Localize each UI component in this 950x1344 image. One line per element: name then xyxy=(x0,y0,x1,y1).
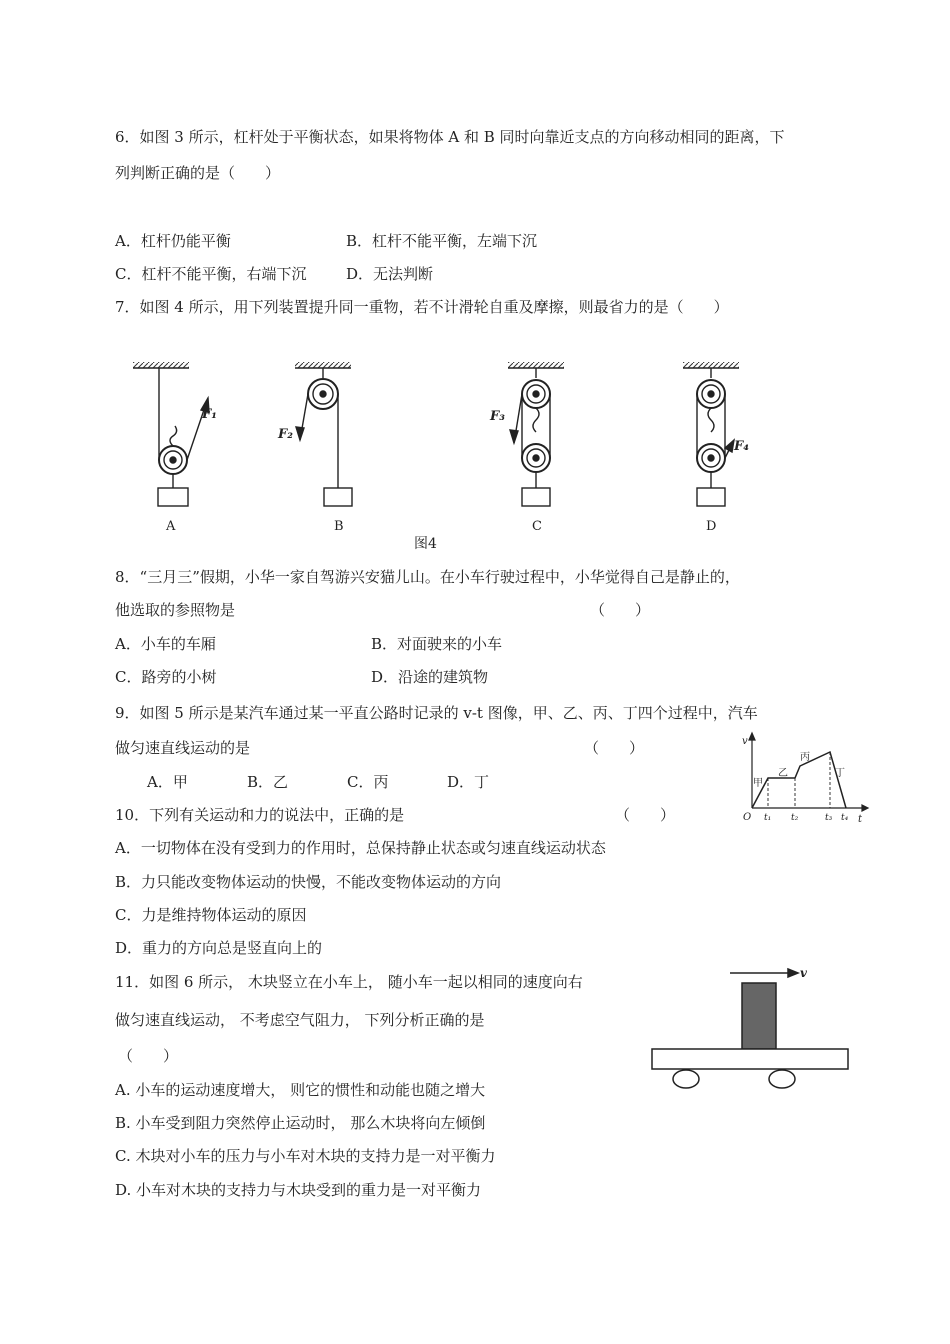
graph-tick-t3: t₃ xyxy=(825,813,833,823)
q10-answer-paren: （ ） xyxy=(615,806,676,824)
q9-option-b: B．乙 xyxy=(247,773,289,791)
q8-answer-paren: （ ） xyxy=(590,601,651,619)
force-label-f2: F₂ xyxy=(278,427,293,442)
q10-option-a: A．一切物体在没有受到力的作用时，总保持静止状态或匀速直线运动状态 xyxy=(115,839,606,857)
q10-option-b: B．力只能改变物体运动的快慢，不能改变物体运动的方向 xyxy=(115,873,502,891)
q11-option-d: D. 小车对木块的支持力与木块受到的重力是一对平衡力 xyxy=(115,1181,482,1199)
force-label-f1: F₁ xyxy=(202,407,217,422)
q6-option-d: D．无法判断 xyxy=(346,265,434,283)
q6-stem-line1: 6．如图 3 所示，杠杆处于平衡状态，如果将物体 A 和 B 同时向靠近支点的方向移动相同的距离，下 xyxy=(115,128,785,146)
graph-tick-t1: t₁ xyxy=(764,813,772,823)
figure4-caption: 图4 xyxy=(414,536,437,552)
q10-option-c: C．力是维持物体运动的原因 xyxy=(115,906,307,924)
q8-option-d: D．沿途的建筑物 xyxy=(371,668,489,686)
q6-stem-line2: 列判断正确的是（ ） xyxy=(115,164,281,182)
q11-option-c: C. 木块对小车的压力与小车对木块的支持力是一对平衡力 xyxy=(115,1147,496,1165)
q8-stem-line1: 8．“三月三”假期，小华一家自驾游兴安猫儿山。在小车行驶过程中，小华觉得自己是静止的， xyxy=(115,568,740,586)
graph-tick-t2: t₂ xyxy=(791,813,799,823)
q10-option-d: D．重力的方向总是竖直向上的 xyxy=(115,939,323,957)
setup-label-c: C xyxy=(532,519,542,534)
q8-stem-line2: 他选取的参照物是 xyxy=(115,601,236,619)
q8-option-a: A．小车的车厢 xyxy=(115,635,216,653)
q11-stem-line1: 11．如图 6 所示， 木块竖立在小车上， 随小车一起以相同的速度向右 xyxy=(115,973,583,991)
q6-option-b: B．杠杆不能平衡，左端下沉 xyxy=(346,232,538,250)
q9-option-d: D．丁 xyxy=(447,773,490,791)
vt-graph xyxy=(740,730,870,825)
pulley-setup-b xyxy=(295,362,352,506)
setup-label-a: A xyxy=(166,519,176,534)
pulley-setup-c xyxy=(508,362,564,506)
setup-label-d: D xyxy=(706,519,717,534)
cart-figure xyxy=(648,965,853,1095)
graph-origin-label: O xyxy=(743,812,752,823)
q9-option-a: A．甲 xyxy=(147,773,188,791)
graph-stage-jia: 甲 xyxy=(753,778,763,789)
q9-answer-paren: （ ） xyxy=(584,739,645,757)
graph-stage-bing: 丙 xyxy=(800,752,810,763)
graph-stage-yi: 乙 xyxy=(778,768,788,779)
q7-stem: 7．如图 4 所示，用下列装置提升同一重物，若不计滑轮自重及摩擦，则最省力的是（ ） xyxy=(115,298,729,316)
pulley-setup-a xyxy=(133,362,209,506)
force-label-f4: F₄ xyxy=(734,439,749,454)
q6-option-a: A．杠杆仍能平衡 xyxy=(115,232,231,250)
graph-tick-t4: t₄ xyxy=(841,813,849,823)
q8-option-c: C．路旁的小树 xyxy=(115,668,217,686)
q11-option-b: B. 小车受到阻力突然停止运动时， 那么木块将向左倾倒 xyxy=(115,1114,486,1132)
q6-option-c: C．杠杆不能平衡，右端下沉 xyxy=(115,265,307,283)
graph-x-axis-label: t xyxy=(858,814,863,825)
force-label-f3: F₃ xyxy=(490,409,505,424)
q9-option-c: C．丙 xyxy=(347,773,389,791)
graph-stage-ding: 丁 xyxy=(835,768,845,779)
velocity-label: v xyxy=(800,966,807,980)
q8-option-b: B．对面驶来的小车 xyxy=(371,635,503,653)
graph-y-axis-label: v xyxy=(742,736,748,747)
q11-option-a: A. 小车的运动速度增大， 则它的惯性和动能也随之增大 xyxy=(115,1081,486,1099)
q10-stem: 10．下列有关运动和力的说法中，正确的是 xyxy=(115,806,405,824)
q9-stem-line1: 9．如图 5 所示是某汽车通过某一平直公路时记录的 v-t 图像，甲、乙、丙、丁四个过程中，汽车 xyxy=(115,704,758,722)
q11-stem-line2: 做匀速直线运动， 不考虑空气阻力， 下列分析正确的是 xyxy=(115,1011,485,1029)
q11-answer-paren: （ ） xyxy=(118,1047,179,1065)
pulley-setup-d xyxy=(683,362,739,506)
pulley-figure xyxy=(128,358,758,553)
q9-stem-line2: 做匀速直线运动的是 xyxy=(115,739,251,757)
setup-label-b: B xyxy=(334,519,344,534)
